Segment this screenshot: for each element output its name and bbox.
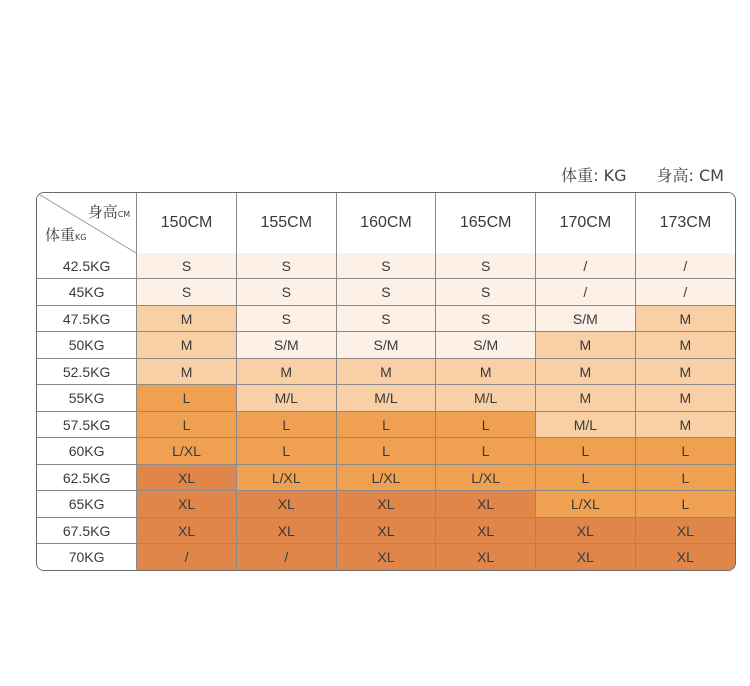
- size-cell: M: [336, 358, 436, 385]
- size-cell: XL: [436, 544, 536, 570]
- weight-unit-label: 体重: KG: [561, 166, 627, 185]
- size-cell: XL: [536, 517, 636, 544]
- size-cell: L: [536, 464, 636, 491]
- size-cell: L: [336, 438, 436, 465]
- size-cell: S/M: [536, 305, 636, 332]
- size-cell: /: [137, 544, 237, 570]
- size-cell: XL: [336, 517, 436, 544]
- height-header: 170CM: [536, 193, 636, 253]
- size-cell: L: [236, 411, 336, 438]
- size-cell: M: [635, 305, 735, 332]
- size-cell: L: [536, 438, 636, 465]
- size-cell: XL: [137, 491, 237, 518]
- size-cell: S/M: [236, 332, 336, 359]
- size-cell: S: [137, 279, 237, 306]
- size-cell: XL: [635, 517, 735, 544]
- size-cell: XL: [336, 491, 436, 518]
- weight-cell: 67.5KG: [37, 517, 137, 544]
- size-cell: M: [137, 305, 237, 332]
- size-cell: S: [236, 279, 336, 306]
- size-cell: S/M: [336, 332, 436, 359]
- table-row: [37, 438, 735, 465]
- corner-cell: [37, 193, 137, 253]
- size-cell: M: [436, 358, 536, 385]
- size-cell: M: [635, 358, 735, 385]
- size-cell: /: [536, 253, 636, 279]
- size-cell: L/XL: [436, 464, 536, 491]
- weight-cell: 55KG: [37, 385, 137, 412]
- table-row: [37, 279, 735, 306]
- size-cell: L: [635, 438, 735, 465]
- size-cell: S: [336, 305, 436, 332]
- size-cell: M: [137, 358, 237, 385]
- table-row: [37, 544, 735, 570]
- table-row: [37, 464, 735, 491]
- size-cell: XL: [236, 517, 336, 544]
- size-cell: L/XL: [336, 464, 436, 491]
- size-cell: L: [236, 438, 336, 465]
- height-header: 155CM: [236, 193, 336, 253]
- size-cell: L: [436, 411, 536, 438]
- size-cell: /: [236, 544, 336, 570]
- height-header: 165CM: [436, 193, 536, 253]
- size-cell: S: [236, 305, 336, 332]
- size-cell: S: [436, 253, 536, 279]
- height-unit-label: 身高: CM: [656, 166, 724, 185]
- size-cell: /: [635, 279, 735, 306]
- size-cell: L: [137, 385, 237, 412]
- size-cell: M: [635, 332, 735, 359]
- size-cell: L: [635, 491, 735, 518]
- size-cell: XL: [536, 544, 636, 570]
- size-chart: [36, 192, 736, 571]
- table-row: [37, 517, 735, 544]
- weight-cell: 47.5KG: [37, 305, 137, 332]
- size-cell: M: [536, 385, 636, 412]
- weight-cell: 50KG: [37, 332, 137, 359]
- weight-cell: 45KG: [37, 279, 137, 306]
- weight-cell: 57.5KG: [37, 411, 137, 438]
- size-cell: M: [536, 332, 636, 359]
- size-cell: L: [336, 411, 436, 438]
- unit-legend: [561, 163, 724, 186]
- table-row: [37, 332, 735, 359]
- size-cell: S: [436, 279, 536, 306]
- size-cell: XL: [137, 517, 237, 544]
- size-cell: /: [536, 279, 636, 306]
- size-cell: M/L: [236, 385, 336, 412]
- size-cell: M: [236, 358, 336, 385]
- size-cell: S: [137, 253, 237, 279]
- size-cell: XL: [336, 544, 436, 570]
- weight-cell: 52.5KG: [37, 358, 137, 385]
- size-cell: M: [635, 385, 735, 412]
- size-cell: L/XL: [137, 438, 237, 465]
- table-row: [37, 491, 735, 518]
- size-cell: S: [336, 279, 436, 306]
- size-cell: XL: [236, 491, 336, 518]
- table-row: [37, 411, 735, 438]
- size-cell: XL: [635, 544, 735, 570]
- header-row: [37, 193, 735, 253]
- table-row: [37, 305, 735, 332]
- size-cell: M/L: [536, 411, 636, 438]
- size-cell: S: [436, 305, 536, 332]
- weight-cell: 62.5KG: [37, 464, 137, 491]
- size-cell: M: [635, 411, 735, 438]
- weight-cell: 60KG: [37, 438, 137, 465]
- size-cell: L/XL: [236, 464, 336, 491]
- size-cell: XL: [137, 464, 237, 491]
- size-table: [37, 193, 735, 570]
- size-cell: L: [436, 438, 536, 465]
- size-cell: /: [635, 253, 735, 279]
- table-row: [37, 385, 735, 412]
- size-cell: XL: [436, 491, 536, 518]
- table-row: [37, 253, 735, 279]
- height-header: 173CM: [635, 193, 735, 253]
- weight-cell: 42.5KG: [37, 253, 137, 279]
- height-header: 160CM: [336, 193, 436, 253]
- size-cell: M: [536, 358, 636, 385]
- weight-axis-label: 体重KG: [45, 226, 87, 244]
- table-body: [37, 253, 735, 570]
- size-cell: L: [137, 411, 237, 438]
- size-cell: L/XL: [536, 491, 636, 518]
- size-cell: XL: [436, 517, 536, 544]
- size-cell: S/M: [436, 332, 536, 359]
- size-cell: L: [635, 464, 735, 491]
- height-axis-label: 身高CM: [87, 203, 131, 221]
- size-cell: M/L: [436, 385, 536, 412]
- height-header: 150CM: [137, 193, 237, 253]
- size-cell: S: [236, 253, 336, 279]
- weight-cell: 70KG: [37, 544, 137, 570]
- size-cell: M/L: [336, 385, 436, 412]
- size-cell: M: [137, 332, 237, 359]
- table-row: [37, 358, 735, 385]
- size-cell: S: [336, 253, 436, 279]
- weight-cell: 65KG: [37, 491, 137, 518]
